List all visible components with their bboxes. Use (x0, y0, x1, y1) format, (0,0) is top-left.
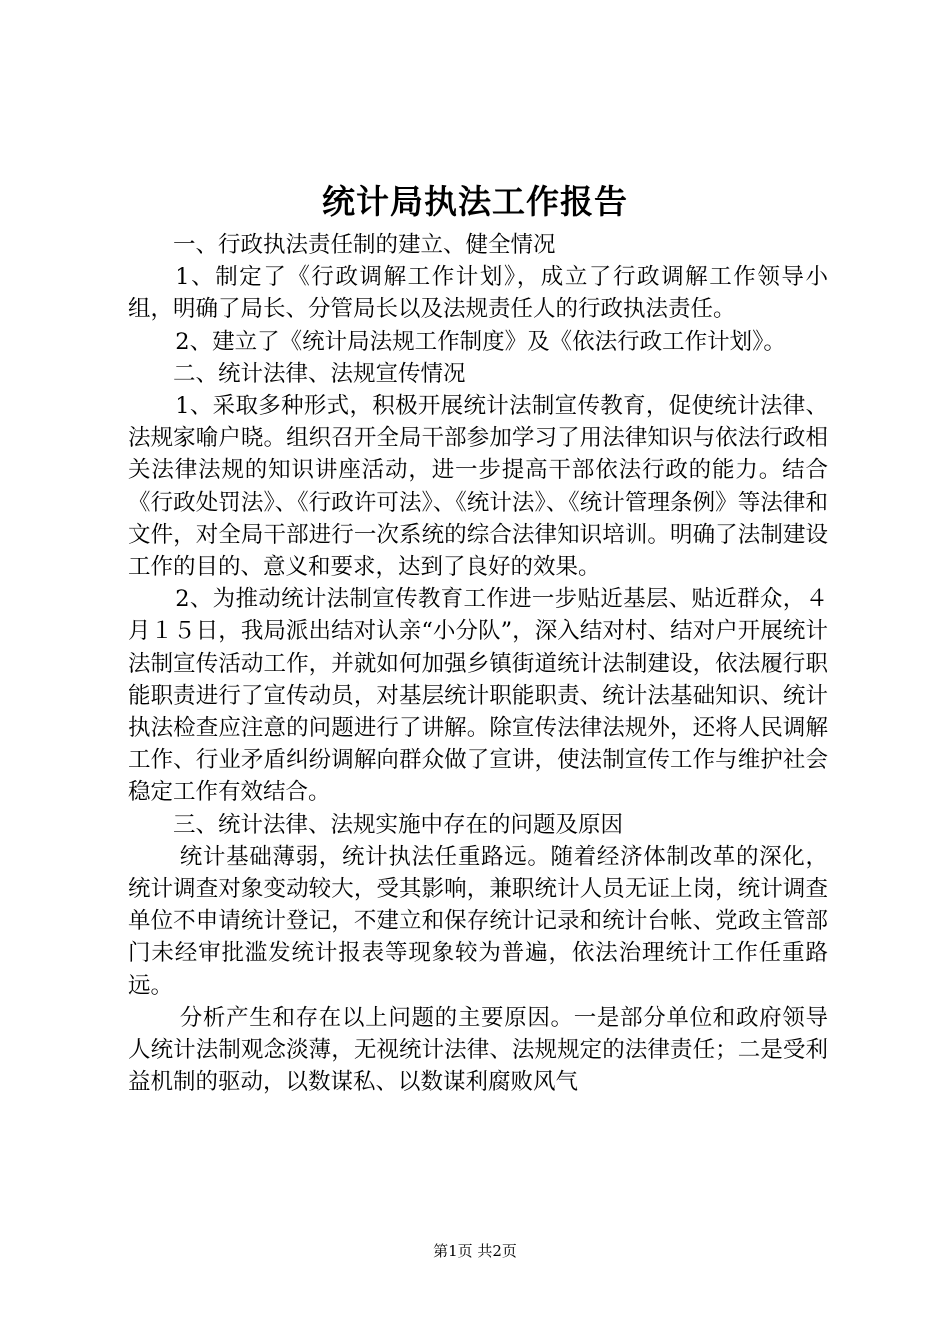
paragraph-1-1: 1、制定了《行政调解工作计划》，成立了行政调解工作领导小组，明确了局长、分管局长以及法规责任人的行政执法责任。 (128, 264, 828, 323)
paragraph-2-1: 1、采取多种形式，积极开展统计法制宣传教育，促使统计法律、法规家喻户晓。组织召开全局干部参加学习了用法律知识与依法行政相关法律法规的知识讲座活动，进一步提高干部依法行政的能力。结合《行政处罚法》、《行政许可法》、《统计法》、《统计管理条例》等法律和文件，对全局干部进行一次系统的综合法律知识培训。明确了法制建设工作的目的、意义和要求，达到了良好的效果。 (128, 393, 828, 581)
section-heading-2: 二、统计法律、法规宣传情况 (173, 360, 466, 387)
document-body (128, 229, 828, 1098)
section-heading-1: 一、行政执法责任制的建立、健全情况 (173, 232, 556, 258)
paragraph-1-2: 2、建立了《统计局法规工作制度》及《依法行政工作计划》。 (175, 328, 786, 355)
paragraph-2-2: 2、为推动统计法制宣传教育工作进一步贴近基层、贴近群众，４月１５日，我局派出结对认亲“小分队”，深入结对村、结对户开展统计法制宣传活动工作，并就如何加强乡镇街道统计法制建设，依法履行职能职责进行了宣传动员，对基层统计职能职责、统计法基础知识、统计执法检查应注意的问题进行了讲解。除宣传法律法规外，还将人民调解工作、行业矛盾纠纷调解向群众做了宣讲，使法制宣传工作与维护社会稳定工作有效结合。 (128, 586, 828, 806)
document-title: 统计局执法工作报告 (322, 182, 628, 221)
paragraph-3-1: 统计基础薄弱，统计执法任重路远。随着经济体制改革的深化，统计调查对象变动较大，受其影响，兼职统计人员无证上岗，统计调查单位不申请统计登记，不建立和保存统计记录和统计台帐、党政主管部门未经审批滥发统计报表等现象较为普遍，依法治理统计工作任重路远。 (128, 843, 828, 999)
page-number: 第1页 共2页 (433, 1242, 517, 1260)
paragraph-3-2: 分析产生和存在以上问题的主要原因。一是部分单位和政府领导人统计法制观念淡薄，无视统计法律、法规规定的法律责任；二是受利益机制的驱动，以数谋私、以数谋利腐败风气 (128, 1004, 828, 1096)
section-heading-3: 三、统计法律、法规实施中存在的问题及原因 (173, 811, 624, 838)
